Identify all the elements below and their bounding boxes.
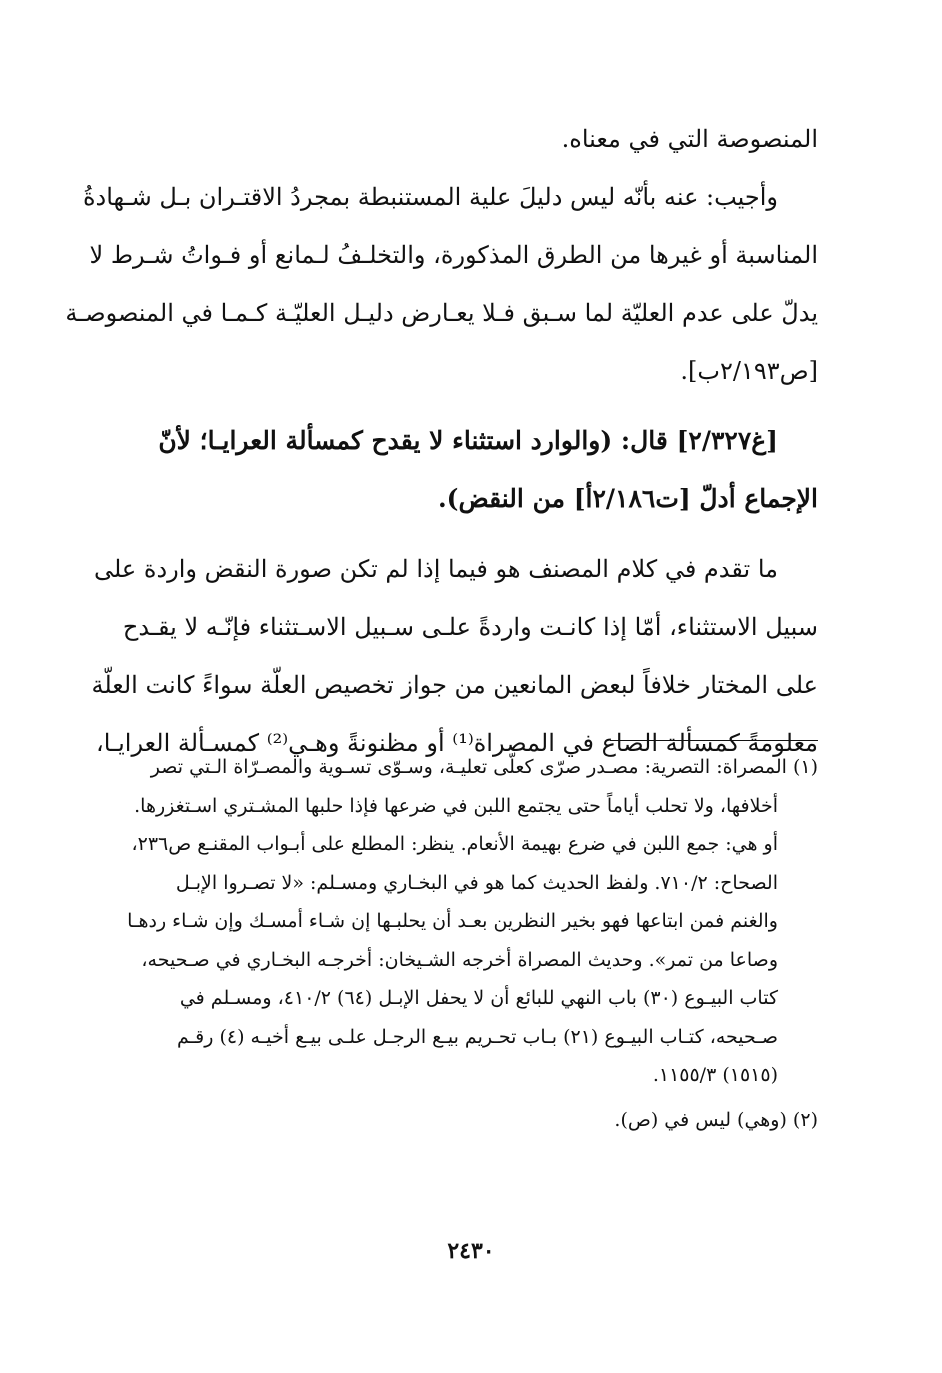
text-line: [غ٢/٣٢٧] قال: (والوارد استثناء لا يقدح كمسألة العرايـا؛ لأنّ [158, 426, 778, 455]
footnote-line: صـحيحه، كتـاب البيـوع (٢١) بـاب تحـريم بيـع الرجـل علـى بيـع أخيـه (٤) رقـم [176, 1025, 778, 1048]
paragraph-4 [91, 540, 818, 772]
footnote-line: وصاعا من تمر». وحديث المصراة أخرجه الشـيخان: أخرجـه البخـاري في صـحيحه، [141, 948, 778, 971]
footnote-1 [128, 748, 818, 1095]
paragraph-3-quote [128, 412, 818, 528]
text-line: المنصوصة التي في معناه. [561, 125, 818, 153]
paragraph-1 [128, 110, 818, 168]
footnote-line: (٢) (وهي) ليس في (ص). [614, 1108, 818, 1131]
text-line: على المختار خلافاً لبعض المانعين من جواز تخصيص العلّة سواءً كانت العلّة [91, 671, 818, 699]
spacer [128, 528, 818, 540]
spacer [128, 400, 818, 412]
footnote-line: أخلافها، ولا تحلب أياماً حتى يجتمع اللبن في ضرعها فإذا حلبها المشـتري اسـتغزرها. [134, 794, 778, 817]
text-line: وأجيب: عنه بأنّه ليس دليلَ علية المستنبطة بمجردُ الاقتـران بـل شـهادةُ [82, 183, 778, 211]
text-line: الإجماع أدلّ [ت٢/١٨٦أ] من النقض). [437, 484, 818, 513]
footnote-line: (١٥١٥) ١١٥٥/٣. [652, 1064, 778, 1086]
footnote-line: والغنم فمن ابتاعها فهو بخير النظرين بعـد أن يحلبـها إن شـاء أمسـك وإن شـاء ردهـا [127, 910, 778, 932]
page-number: ٢٤٣٠ [447, 1238, 495, 1264]
footnote-line: (١) المصراة: التصرية: مصـدر صرّى كعلّى تعليـة، وسـوّى تسـوية والمصـرّاة الـتي تصر [150, 756, 818, 778]
footnote-separator [610, 740, 818, 741]
text-line: سبيل الاستثناء، أمّا إذا كانـت واردةً علـى سـبيل الاسـتثناء فإنّـه لا يقـدح [122, 613, 818, 641]
main-text [65, 110, 818, 772]
text-line: ما تقدم في كلام المصنف هو فيما إذا لم تكن صورة النقض واردة على [93, 555, 778, 583]
text-line: معلومةً كمسألة الصاع في المصراة⁽¹⁾ أو مظنونةً وهـي⁽²⁾ كمسـألة العرايـا، [96, 729, 818, 757]
footnotes [128, 748, 818, 1139]
footnote-2 [128, 1101, 818, 1140]
footnote-line: الصحاح: ٧١٠/٢. ولفظ الحديث كما هو في البخـاري ومسـلم: «لا تصـروا الإبـل [175, 871, 778, 894]
paragraph-2 [65, 168, 818, 400]
footnote-line: أو هي: جمع اللبن في ضرع بهيمة الأنعام. ينظر: المطلع على أبـواب المقنـع ص٢٣٦، [131, 833, 778, 855]
text-line: المناسبة أو غيرها من الطرق المذكورة، والتخلـفُ لـمانع أو فـواتُ شـرط لا [89, 241, 818, 269]
footnote-line: كتاب البيـوع (٣٠) باب النهي للبائع أن لا يحفل الإبـل (٦٤) ٤١٠/٢، ومسـلم في [179, 987, 778, 1009]
text-line: يدلّ على عدم العليّة لما سـبق فـلا يعـارض دليـل العليّـة كـمـا في المنصوصـة [65, 299, 818, 327]
text-line: [ص٢/١٩٣ب]. [680, 357, 818, 385]
